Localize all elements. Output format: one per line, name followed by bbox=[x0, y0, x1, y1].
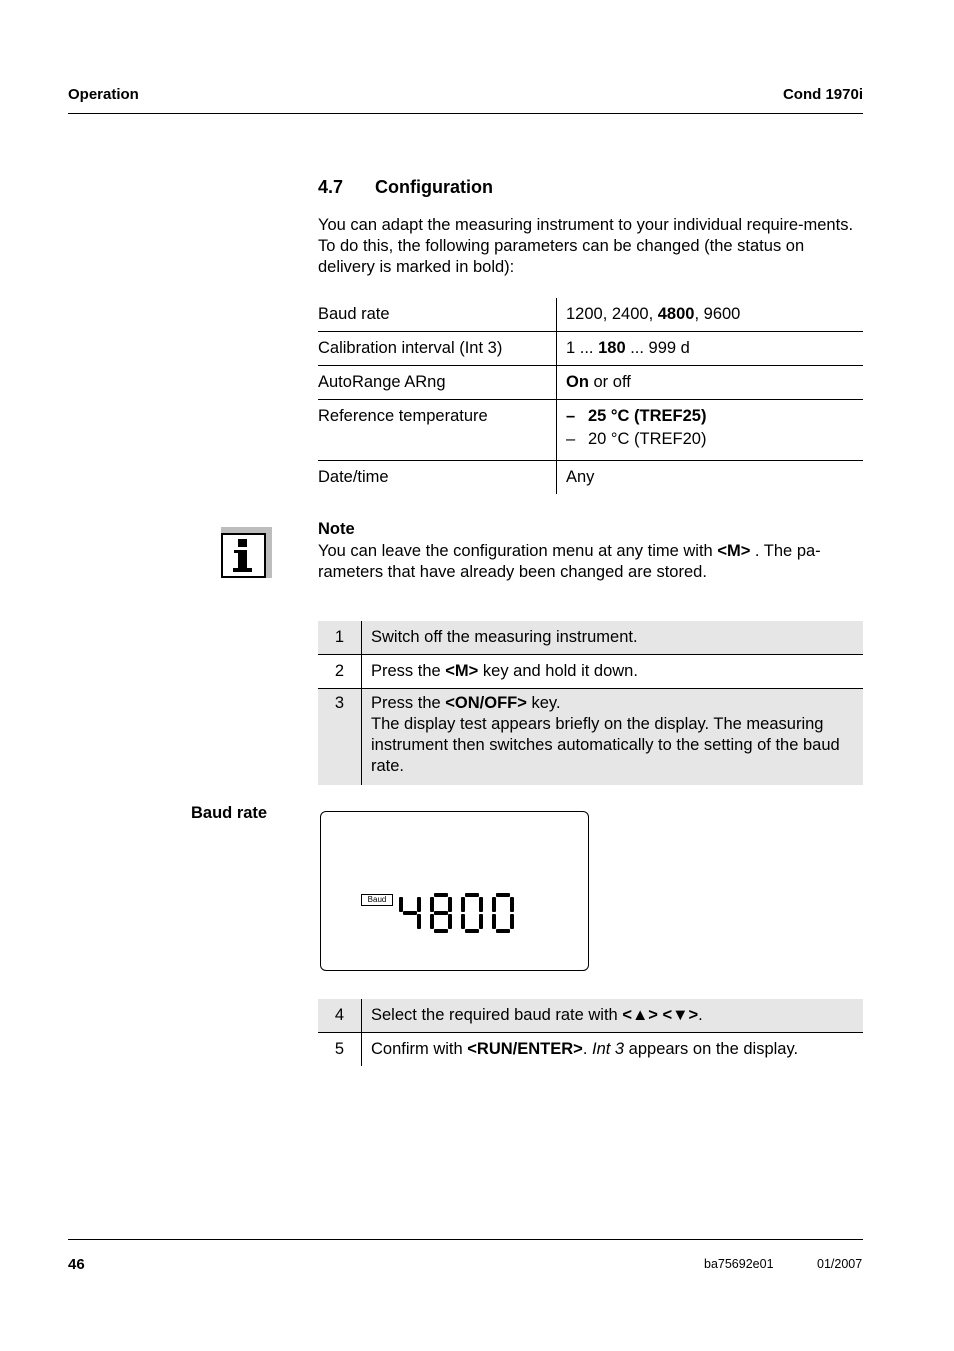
lcd-segment bbox=[403, 911, 417, 915]
step-number: 2 bbox=[318, 655, 362, 689]
step-text: Confirm with <RUN/ENTER>. Int 3 appears on the display. bbox=[371, 1040, 799, 1058]
lcd-segment bbox=[434, 893, 448, 897]
param-label: Date/time bbox=[318, 461, 557, 495]
parameters-table bbox=[318, 298, 863, 494]
lcd-segment bbox=[510, 897, 514, 912]
footer-rule bbox=[68, 1239, 863, 1240]
steps-table-2 bbox=[318, 999, 863, 1066]
section-title: Configuration bbox=[375, 177, 493, 197]
lcd-segment bbox=[492, 914, 496, 929]
param-value: 1200, 2400, 4800, 9600 bbox=[557, 298, 864, 332]
lcd-segment bbox=[430, 914, 434, 929]
lcd-segment bbox=[434, 911, 448, 915]
param-value: – 25 °C (TREF25) – 20 °C (TREF20) bbox=[557, 400, 864, 461]
param-label: Baud rate bbox=[318, 298, 557, 332]
baud-rate-label: Baud rate bbox=[191, 804, 268, 822]
lcd-segment bbox=[448, 897, 452, 912]
step-row bbox=[318, 655, 863, 689]
intro-paragraph: You can adapt the measuring instrument to your individual require-ments. To do this, the following parameters can be changed (the status on delivery is marked in bold): bbox=[318, 216, 854, 276]
lcd-segment bbox=[479, 897, 483, 912]
step-text: Press the <ON/OFF> key. The display test appears briefly on the display. The measuring instrument then switches automatically to the setting of the baud rate. bbox=[371, 694, 840, 775]
lcd-segment bbox=[430, 897, 434, 912]
step-number: 4 bbox=[318, 999, 362, 1033]
step-number: 3 bbox=[334, 694, 345, 712]
lcd-segment bbox=[461, 914, 465, 929]
param-row-reference-temperature bbox=[318, 400, 863, 461]
param-row-baud bbox=[318, 298, 863, 332]
lcd-segment bbox=[434, 929, 448, 933]
steps-table-1 bbox=[318, 621, 863, 785]
lcd-segment bbox=[448, 914, 452, 929]
lcd-baud-tag: Baud bbox=[361, 894, 393, 906]
section-heading bbox=[318, 177, 493, 198]
lcd-display bbox=[320, 811, 589, 971]
page-number: 46 bbox=[68, 1256, 85, 1273]
param-label: Calibration interval (Int 3) bbox=[318, 332, 557, 366]
lcd-segment bbox=[510, 914, 514, 929]
lcd-digits bbox=[399, 892, 514, 934]
lcd-segment bbox=[492, 897, 496, 912]
param-value: On or off bbox=[557, 366, 864, 400]
step-text: Select the required baud rate with <▲> <▼>. bbox=[362, 999, 864, 1033]
param-row-date bbox=[318, 461, 863, 495]
step-row bbox=[318, 621, 863, 655]
note-text: You can leave the configuration menu at any time with <M> . The pa-rameters that have already been changed are stored. bbox=[318, 542, 821, 581]
param-value: 1 ... 180 ... 999 d bbox=[557, 332, 864, 366]
step-number: 5 bbox=[318, 1033, 362, 1067]
step-row bbox=[318, 999, 863, 1033]
lcd-segment bbox=[465, 893, 479, 897]
header-product-name: Cond 1970i bbox=[782, 86, 863, 103]
document-date: 01/2007 bbox=[817, 1257, 863, 1271]
step-row bbox=[318, 689, 863, 786]
document-number: ba75692e01 bbox=[704, 1257, 774, 1271]
step-number: 1 bbox=[318, 621, 362, 655]
header-rule bbox=[68, 113, 863, 114]
lcd-segment bbox=[461, 897, 465, 912]
lcd-segment bbox=[496, 929, 510, 933]
lcd-segment bbox=[496, 893, 510, 897]
lcd-segment bbox=[465, 929, 479, 933]
lcd-segment bbox=[399, 897, 403, 912]
param-label: AutoRange ARng bbox=[318, 366, 557, 400]
lcd-segment bbox=[417, 914, 421, 929]
header-section-name: Operation bbox=[68, 86, 139, 103]
note-title: Note bbox=[318, 520, 355, 538]
info-icon bbox=[221, 527, 272, 578]
step-text: Switch off the measuring instrument. bbox=[362, 621, 864, 655]
param-row-autorange bbox=[318, 366, 863, 400]
section-number: 4.7 bbox=[318, 177, 344, 197]
param-value: Any bbox=[566, 468, 595, 486]
lcd-segment bbox=[479, 914, 483, 929]
param-label: Reference temperature bbox=[318, 407, 488, 425]
param-row-calibration bbox=[318, 332, 863, 366]
lcd-segment bbox=[417, 897, 421, 912]
step-row bbox=[318, 1033, 863, 1067]
step-text: Press the <M> key and hold it down. bbox=[362, 655, 864, 689]
